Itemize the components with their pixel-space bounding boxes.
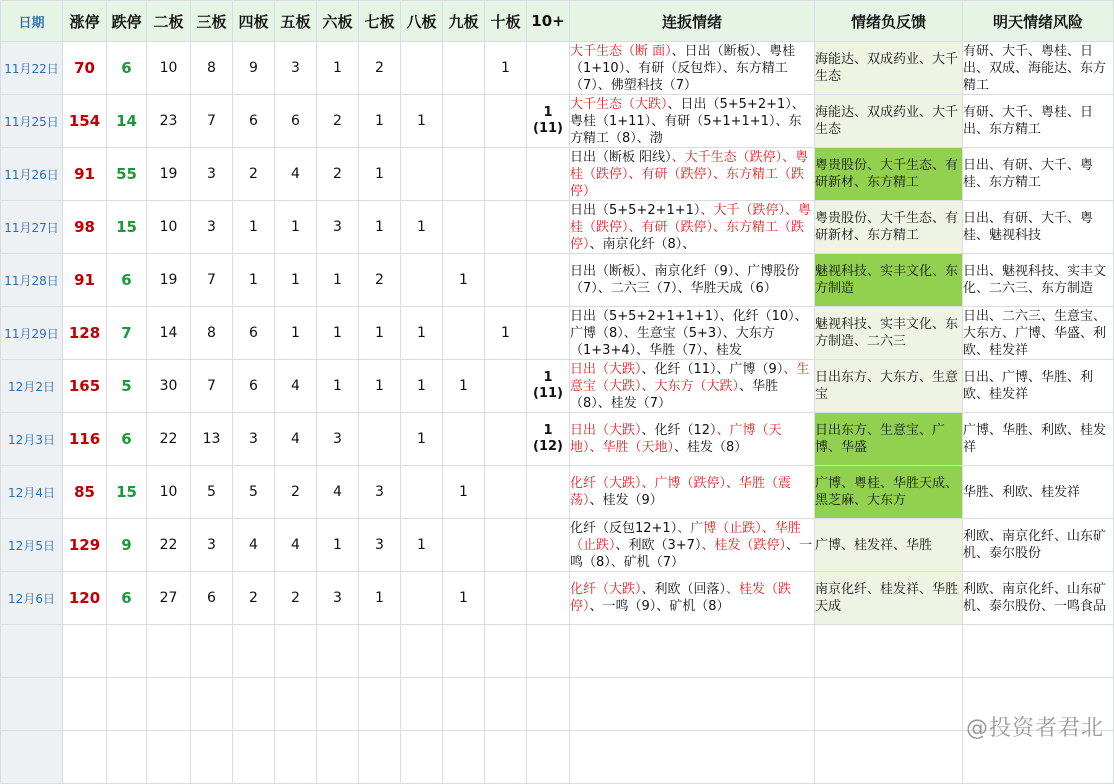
negative-feedback-cell[interactable]: 日出东方、大东方、生意宝 (815, 360, 963, 413)
sentiment-text: 化纤（大跌） (570, 582, 642, 597)
empty-cell[interactable] (570, 625, 815, 678)
board-7-count[interactable]: 3 (359, 466, 401, 519)
board-10-count[interactable] (485, 360, 527, 413)
sentiment-text: 、化纤（12） (641, 423, 717, 438)
header-board-6[interactable]: 六板 (317, 1, 359, 42)
board-4-count[interactable]: 1 (233, 201, 275, 254)
sentiment-text: 、桂发（9） (589, 493, 663, 508)
board-8-count[interactable] (401, 254, 443, 307)
empty-cell[interactable] (963, 625, 1114, 678)
board-10-plus-count[interactable] (527, 148, 570, 201)
empty-cell[interactable] (233, 731, 275, 784)
negative-feedback-cell[interactable]: 海能达、双成药业、大千生态 (815, 95, 963, 148)
limit-down-count[interactable]: 15 (107, 466, 147, 519)
board-5-count[interactable]: 4 (275, 519, 317, 572)
board-6-count[interactable]: 4 (317, 466, 359, 519)
empty-cell[interactable] (485, 731, 527, 784)
header-board-10[interactable]: 十板 (485, 1, 527, 42)
sentiment-text: 日出（大跌） (570, 361, 642, 377)
board-3-count[interactable]: 3 (191, 201, 233, 254)
sentiment-text: 、日出（5+5+2+1）、粤桂（1+11）、有研（5+1+1+1）、东方精工（8）、渤 (570, 96, 805, 146)
board-7-count[interactable]: 3 (359, 519, 401, 572)
date-cell[interactable]: 12月2日 (1, 360, 63, 413)
sentiment-text: 、利欧（3+7） (615, 537, 702, 553)
empty-cell[interactable] (275, 625, 317, 678)
empty-cell[interactable] (275, 731, 317, 784)
consecutive-sentiment-cell[interactable] (570, 413, 815, 466)
sentiment-text: 、广博（止跌）、华胜（止跌） (570, 520, 801, 553)
board-9-count[interactable] (443, 413, 485, 466)
consecutive-sentiment-cell[interactable] (570, 572, 815, 625)
board-10-plus-count[interactable]: 1 (11) (527, 95, 570, 148)
board-7-count[interactable] (359, 413, 401, 466)
board-7-count[interactable]: 1 (359, 572, 401, 625)
empty-cell[interactable] (1, 625, 63, 678)
header-row (1, 1, 1114, 42)
limit-down-count[interactable]: 6 (107, 254, 147, 307)
tomorrow-risk-cell[interactable]: 日出、二六三、生意宝、大东方、广博、华盛、利欧、桂发祥 (963, 307, 1114, 360)
sentiment-text: 日出（断板 阳线） (570, 149, 672, 165)
consecutive-sentiment-cell[interactable] (570, 95, 815, 148)
empty-cell[interactable] (107, 731, 147, 784)
board-6-count[interactable]: 3 (317, 201, 359, 254)
board-7-count[interactable]: 1 (359, 360, 401, 413)
board-4-count[interactable]: 2 (233, 148, 275, 201)
tomorrow-risk-cell[interactable]: 利欧、南京化纤、山东矿机、泰尔股份 (963, 519, 1114, 572)
header-board-9[interactable]: 九板 (443, 1, 485, 42)
board-2-count[interactable]: 10 (147, 42, 191, 95)
board-8-count[interactable]: 1 (401, 201, 443, 254)
board-10-count[interactable] (485, 148, 527, 201)
board-6-count[interactable]: 1 (317, 360, 359, 413)
consecutive-sentiment-cell[interactable] (570, 360, 815, 413)
sentiment-text: 大千生态（大跌） (570, 96, 668, 112)
board-10-plus-count[interactable]: 1 (11) (527, 360, 570, 413)
board-5-count[interactable]: 2 (275, 572, 317, 625)
header-board-8[interactable]: 八板 (401, 1, 443, 42)
board-8-count[interactable]: 1 (401, 95, 443, 148)
negative-feedback-cell[interactable]: 日出东方、生意宝、广博、华盛 (815, 413, 963, 466)
board-6-count[interactable]: 1 (317, 254, 359, 307)
board-4-count[interactable]: 6 (233, 95, 275, 148)
header-board-10-plus[interactable]: 10+ (527, 1, 570, 42)
empty-row (1, 678, 1114, 731)
empty-cell[interactable] (443, 731, 485, 784)
tomorrow-risk-cell[interactable]: 有研、大千、粤桂、日出、东方精工 (963, 95, 1114, 148)
sentiment-text: 、华胜（8）、桂发（7） (570, 378, 779, 411)
empty-cell[interactable] (359, 731, 401, 784)
empty-cell[interactable] (401, 678, 443, 731)
board-10-count[interactable]: 1 (485, 42, 527, 95)
sentiment-text: 、生意宝（大跌）、大东方（大跌） (570, 361, 810, 394)
table-row (1, 466, 1114, 519)
board-5-count[interactable]: 6 (275, 95, 317, 148)
board-3-count[interactable]: 7 (191, 95, 233, 148)
board-2-count[interactable]: 22 (147, 519, 191, 572)
consecutive-sentiment-cell[interactable] (570, 201, 815, 254)
board-9-count[interactable]: 1 (443, 466, 485, 519)
negative-feedback-cell[interactable]: 海能达、双成药业、大千生态 (815, 42, 963, 95)
empty-row (1, 731, 1114, 784)
board-5-count[interactable]: 3 (275, 42, 317, 95)
header-limit-down[interactable]: 跌停 (107, 1, 147, 42)
sentiment-text: 、大千（跌停）、粤桂（跌停）、有研（跌停）、东方精工（跌停） (570, 202, 811, 252)
limit-up-count[interactable]: 91 (63, 148, 107, 201)
date-cell[interactable]: 11月25日 (1, 95, 63, 148)
limit-down-count[interactable]: 6 (107, 42, 147, 95)
empty-cell[interactable] (527, 731, 570, 784)
table-row (1, 413, 1114, 466)
limit-down-count[interactable]: 7 (107, 307, 147, 360)
sentiment-text: 、桂发（跌停） (701, 537, 786, 553)
empty-cell[interactable] (1, 678, 63, 731)
header-negative-feedback[interactable]: 情绪负反馈 (815, 1, 963, 42)
board-5-count[interactable]: 1 (275, 307, 317, 360)
empty-cell[interactable] (570, 678, 815, 731)
negative-feedback-cell[interactable]: 魅视科技、实丰文化、东方制造、二六三 (815, 307, 963, 360)
negative-feedback-cell[interactable]: 魅视科技、实丰文化、东方制造 (815, 254, 963, 307)
consecutive-sentiment-cell[interactable] (570, 466, 815, 519)
header-board-4[interactable]: 四板 (233, 1, 275, 42)
negative-feedback-cell[interactable]: 南京化纤、桂发祥、华胜天成 (815, 572, 963, 625)
header-board-3[interactable]: 三板 (191, 1, 233, 42)
consecutive-sentiment-cell[interactable] (570, 307, 815, 360)
empty-cell[interactable] (317, 731, 359, 784)
date-cell[interactable]: 12月6日 (1, 572, 63, 625)
sentiment-text: 、广博（天地）、华胜（天地） (570, 423, 782, 455)
board-10-count[interactable] (485, 519, 527, 572)
board-6-count[interactable]: 2 (317, 148, 359, 201)
consecutive-sentiment-cell[interactable] (570, 254, 815, 307)
board-3-count[interactable]: 8 (191, 42, 233, 95)
empty-cell[interactable] (359, 678, 401, 731)
board-9-count[interactable] (443, 148, 485, 201)
board-10-plus-count[interactable] (527, 466, 570, 519)
board-3-count[interactable]: 7 (191, 254, 233, 307)
limit-up-count[interactable]: 120 (63, 572, 107, 625)
empty-cell[interactable] (63, 731, 107, 784)
board-4-count[interactable]: 6 (233, 360, 275, 413)
header-limit-up[interactable]: 涨停 (63, 1, 107, 42)
empty-cell[interactable] (1, 731, 63, 784)
limit-up-count[interactable]: 85 (63, 466, 107, 519)
empty-cell[interactable] (527, 625, 570, 678)
limit-down-count[interactable]: 6 (107, 413, 147, 466)
table-row (1, 519, 1114, 572)
sentiment-text: 日出（大跌） (570, 423, 642, 438)
empty-cell[interactable] (147, 678, 191, 731)
board-9-count[interactable] (443, 42, 485, 95)
board-4-count[interactable]: 9 (233, 42, 275, 95)
limit-up-count[interactable]: 70 (63, 42, 107, 95)
board-9-count[interactable] (443, 201, 485, 254)
sentiment-text: 大千生态（断 面） (570, 43, 672, 59)
board-5-count[interactable]: 1 (275, 201, 317, 254)
board-10-count[interactable] (485, 254, 527, 307)
limit-up-count[interactable]: 116 (63, 413, 107, 466)
board-10-plus-count[interactable]: 1 (12) (527, 413, 570, 466)
sentiment-text: 、利欧（回落） (641, 582, 727, 597)
board-10-plus-count[interactable] (527, 254, 570, 307)
board-10-plus-count[interactable] (527, 42, 570, 95)
limit-up-count[interactable]: 128 (63, 307, 107, 360)
board-3-count[interactable]: 3 (191, 519, 233, 572)
board-5-count[interactable]: 4 (275, 148, 317, 201)
negative-feedback-cell[interactable]: 粤贵股份、大千生态、有研新材、东方精工 (815, 201, 963, 254)
board-2-count[interactable]: 14 (147, 307, 191, 360)
board-3-count[interactable]: 8 (191, 307, 233, 360)
table-row (1, 360, 1114, 413)
empty-cell[interactable] (63, 678, 107, 731)
sentiment-text: 日出（5+5+2+1+1+1）、化纤（10）、广博（8）、生意宝（5+3）、大东方（1+3+4）、华胜（7）、桂发 (570, 308, 808, 358)
tomorrow-risk-cell[interactable]: 日出、魅视科技、实丰文化、二六三、东方制造 (963, 254, 1114, 307)
board-6-count[interactable]: 3 (317, 413, 359, 466)
header-board-2[interactable]: 二板 (147, 1, 191, 42)
sentiment-text: 、桂发（跌停） (570, 582, 792, 614)
header-consecutive-sentiment[interactable]: 连扳情绪 (570, 1, 815, 42)
header-board-5[interactable]: 五板 (275, 1, 317, 42)
limit-down-count[interactable]: 55 (107, 148, 147, 201)
board-8-count[interactable] (401, 148, 443, 201)
board-6-count[interactable]: 2 (317, 95, 359, 148)
board-5-count[interactable]: 4 (275, 413, 317, 466)
board-10-plus-count[interactable] (527, 519, 570, 572)
header-tomorrow-risk[interactable]: 明天情绪风险 (963, 1, 1114, 42)
board-10-count[interactable] (485, 572, 527, 625)
board-10-count[interactable] (485, 95, 527, 148)
board-7-count[interactable]: 1 (359, 307, 401, 360)
sentiment-text: 、南京化纤（8）、 (589, 236, 696, 252)
board-8-count[interactable]: 1 (401, 519, 443, 572)
empty-cell[interactable] (147, 731, 191, 784)
negative-feedback-cell[interactable]: 广博、粤桂、华胜天成、黑芝麻、大东方 (815, 466, 963, 519)
tomorrow-risk-cell[interactable]: 日出、有研、大千、粤桂、东方精工 (963, 148, 1114, 201)
empty-cell[interactable] (815, 731, 963, 784)
empty-cell[interactable] (485, 678, 527, 731)
sentiment-text: 日出（5+5+2+1+1） (570, 202, 701, 218)
header-board-7[interactable]: 七板 (359, 1, 401, 42)
date-cell[interactable]: 11月29日 (1, 307, 63, 360)
board-3-count[interactable]: 6 (191, 572, 233, 625)
sentiment-text: 、日出（断板）、粤桂（1+10）、有研（反包炸）、东方精工（7）、佛塑科技（7） (570, 43, 796, 93)
board-3-count[interactable]: 3 (191, 148, 233, 201)
board-8-count[interactable] (401, 466, 443, 519)
negative-feedback-cell[interactable]: 粤贵股份、大千生态、有研新材、东方精工 (815, 148, 963, 201)
sentiment-text: 化纤（大跌）、广博（跌停）、华胜（震荡） (570, 476, 792, 508)
negative-feedback-cell[interactable]: 广博、桂发祥、华胜 (815, 519, 963, 572)
limit-down-count[interactable]: 14 (107, 95, 147, 148)
board-8-count[interactable] (401, 572, 443, 625)
sentiment-text: 化纤（反包12+1） (570, 520, 678, 536)
board-6-count[interactable]: 1 (317, 307, 359, 360)
board-2-count[interactable]: 10 (147, 201, 191, 254)
board-7-count[interactable]: 2 (359, 42, 401, 95)
board-10-plus-count[interactable] (527, 307, 570, 360)
board-9-count[interactable] (443, 519, 485, 572)
table-row (1, 307, 1114, 360)
empty-cell[interactable] (570, 731, 815, 784)
date-cell[interactable]: 11月26日 (1, 148, 63, 201)
board-10-count[interactable] (485, 201, 527, 254)
empty-cell[interactable] (233, 625, 275, 678)
board-10-plus-count[interactable] (527, 201, 570, 254)
board-9-count[interactable] (443, 307, 485, 360)
tomorrow-risk-cell[interactable]: 有研、大千、粤桂、日出、双成、海能达、东方精工 (963, 42, 1114, 95)
board-3-count[interactable]: 7 (191, 360, 233, 413)
board-4-count[interactable]: 4 (233, 519, 275, 572)
limit-down-count[interactable]: 15 (107, 201, 147, 254)
board-6-count[interactable]: 1 (317, 42, 359, 95)
board-9-count[interactable] (443, 95, 485, 148)
board-2-count[interactable]: 19 (147, 254, 191, 307)
limit-up-count[interactable]: 165 (63, 360, 107, 413)
empty-cell[interactable] (191, 731, 233, 784)
board-7-count[interactable]: 1 (359, 148, 401, 201)
board-2-count[interactable]: 22 (147, 413, 191, 466)
board-9-count[interactable]: 1 (443, 254, 485, 307)
limit-up-count[interactable]: 98 (63, 201, 107, 254)
board-10-count[interactable] (485, 413, 527, 466)
board-9-count[interactable]: 1 (443, 360, 485, 413)
board-9-count[interactable]: 1 (443, 572, 485, 625)
board-7-count[interactable]: 1 (359, 201, 401, 254)
empty-cell[interactable] (317, 678, 359, 731)
board-2-count[interactable]: 27 (147, 572, 191, 625)
table-row (1, 95, 1114, 148)
consecutive-sentiment-cell[interactable] (570, 42, 815, 95)
board-10-count[interactable] (485, 466, 527, 519)
empty-cell[interactable] (107, 678, 147, 731)
board-8-count[interactable]: 1 (401, 413, 443, 466)
empty-cell[interactable] (527, 678, 570, 731)
board-2-count[interactable]: 23 (147, 95, 191, 148)
board-4-count[interactable]: 1 (233, 254, 275, 307)
empty-cell[interactable] (401, 731, 443, 784)
empty-cell[interactable] (815, 625, 963, 678)
consecutive-sentiment-cell[interactable] (570, 519, 815, 572)
empty-cell[interactable] (107, 625, 147, 678)
board-2-count[interactable]: 19 (147, 148, 191, 201)
empty-cell[interactable] (815, 678, 963, 731)
tomorrow-risk-cell[interactable]: 日出、有研、大千、粤桂、魅视科技 (963, 201, 1114, 254)
empty-cell[interactable] (191, 625, 233, 678)
empty-cell[interactable] (233, 678, 275, 731)
board-8-count[interactable] (401, 42, 443, 95)
empty-cell[interactable] (147, 625, 191, 678)
board-10-count[interactable]: 1 (485, 307, 527, 360)
limit-up-count[interactable]: 91 (63, 254, 107, 307)
empty-cell[interactable] (317, 625, 359, 678)
sentiment-text: 、一鸣（9）、矿机（8） (589, 599, 730, 614)
board-3-count[interactable]: 13 (191, 413, 233, 466)
empty-cell[interactable] (485, 625, 527, 678)
board-5-count[interactable]: 2 (275, 466, 317, 519)
tomorrow-risk-cell[interactable]: 广博、华胜、利欧、桂发祥 (963, 413, 1114, 466)
board-4-count[interactable]: 5 (233, 466, 275, 519)
limit-down-count[interactable]: 6 (107, 572, 147, 625)
empty-cell[interactable] (443, 678, 485, 731)
limit-down-count[interactable]: 9 (107, 519, 147, 572)
date-cell[interactable]: 12月5日 (1, 519, 63, 572)
board-6-count[interactable]: 1 (317, 519, 359, 572)
table-row (1, 254, 1114, 307)
board-4-count[interactable]: 3 (233, 413, 275, 466)
sentiment-text: 、桂发（8） (674, 440, 748, 455)
board-4-count[interactable]: 6 (233, 307, 275, 360)
board-7-count[interactable]: 1 (359, 95, 401, 148)
board-2-count[interactable]: 30 (147, 360, 191, 413)
limit-up-count[interactable]: 154 (63, 95, 107, 148)
sentiment-text: 、一鸣（8）、矿机（7） (570, 537, 812, 570)
empty-cell[interactable] (443, 625, 485, 678)
sentiment-text: 、大千生态（跌停）、粤桂（跌停）、有研（跌停）、东方精工（跌停） (570, 149, 809, 199)
table-row (1, 42, 1114, 95)
board-2-count[interactable]: 10 (147, 466, 191, 519)
empty-cell[interactable] (191, 678, 233, 731)
limit-up-count[interactable]: 129 (63, 519, 107, 572)
table-row (1, 201, 1114, 254)
tomorrow-risk-cell[interactable]: 日出、广博、华胜、利欧、桂发祥 (963, 360, 1114, 413)
board-3-count[interactable]: 5 (191, 466, 233, 519)
empty-cell[interactable] (275, 678, 317, 731)
board-5-count[interactable]: 4 (275, 360, 317, 413)
empty-cell[interactable] (63, 625, 107, 678)
consecutive-sentiment-cell[interactable] (570, 148, 815, 201)
date-cell[interactable]: 11月27日 (1, 201, 63, 254)
empty-cell[interactable] (359, 625, 401, 678)
date-cell[interactable]: 12月3日 (1, 413, 63, 466)
board-4-count[interactable]: 2 (233, 572, 275, 625)
watermark: @投资者君北 (965, 716, 1104, 741)
tomorrow-risk-cell[interactable]: 华胜、利欧、桂发祥 (963, 466, 1114, 519)
table-row (1, 148, 1114, 201)
date-cell[interactable]: 12月4日 (1, 466, 63, 519)
board-8-count[interactable]: 1 (401, 360, 443, 413)
board-8-count[interactable]: 1 (401, 307, 443, 360)
header-date[interactable]: 日期 (1, 1, 63, 42)
board-5-count[interactable]: 1 (275, 254, 317, 307)
empty-cell[interactable] (401, 625, 443, 678)
empty-row (1, 625, 1114, 678)
table-row (1, 572, 1114, 625)
board-10-plus-count[interactable] (527, 572, 570, 625)
tomorrow-risk-cell[interactable]: 利欧、南京化纤、山东矿机、泰尔股份、一鸣食品 (963, 572, 1114, 625)
date-cell[interactable]: 11月22日 (1, 42, 63, 95)
date-cell[interactable]: 11月28日 (1, 254, 63, 307)
board-6-count[interactable]: 3 (317, 572, 359, 625)
limit-down-count[interactable]: 5 (107, 360, 147, 413)
sentiment-text: 、化纤（11）、广博（9） (641, 361, 784, 377)
board-7-count[interactable]: 2 (359, 254, 401, 307)
sentiment-text: 日出（断板）、南京化纤（9）、广博股份（7）、二六三（7）、华胜天成（6） (570, 264, 800, 296)
